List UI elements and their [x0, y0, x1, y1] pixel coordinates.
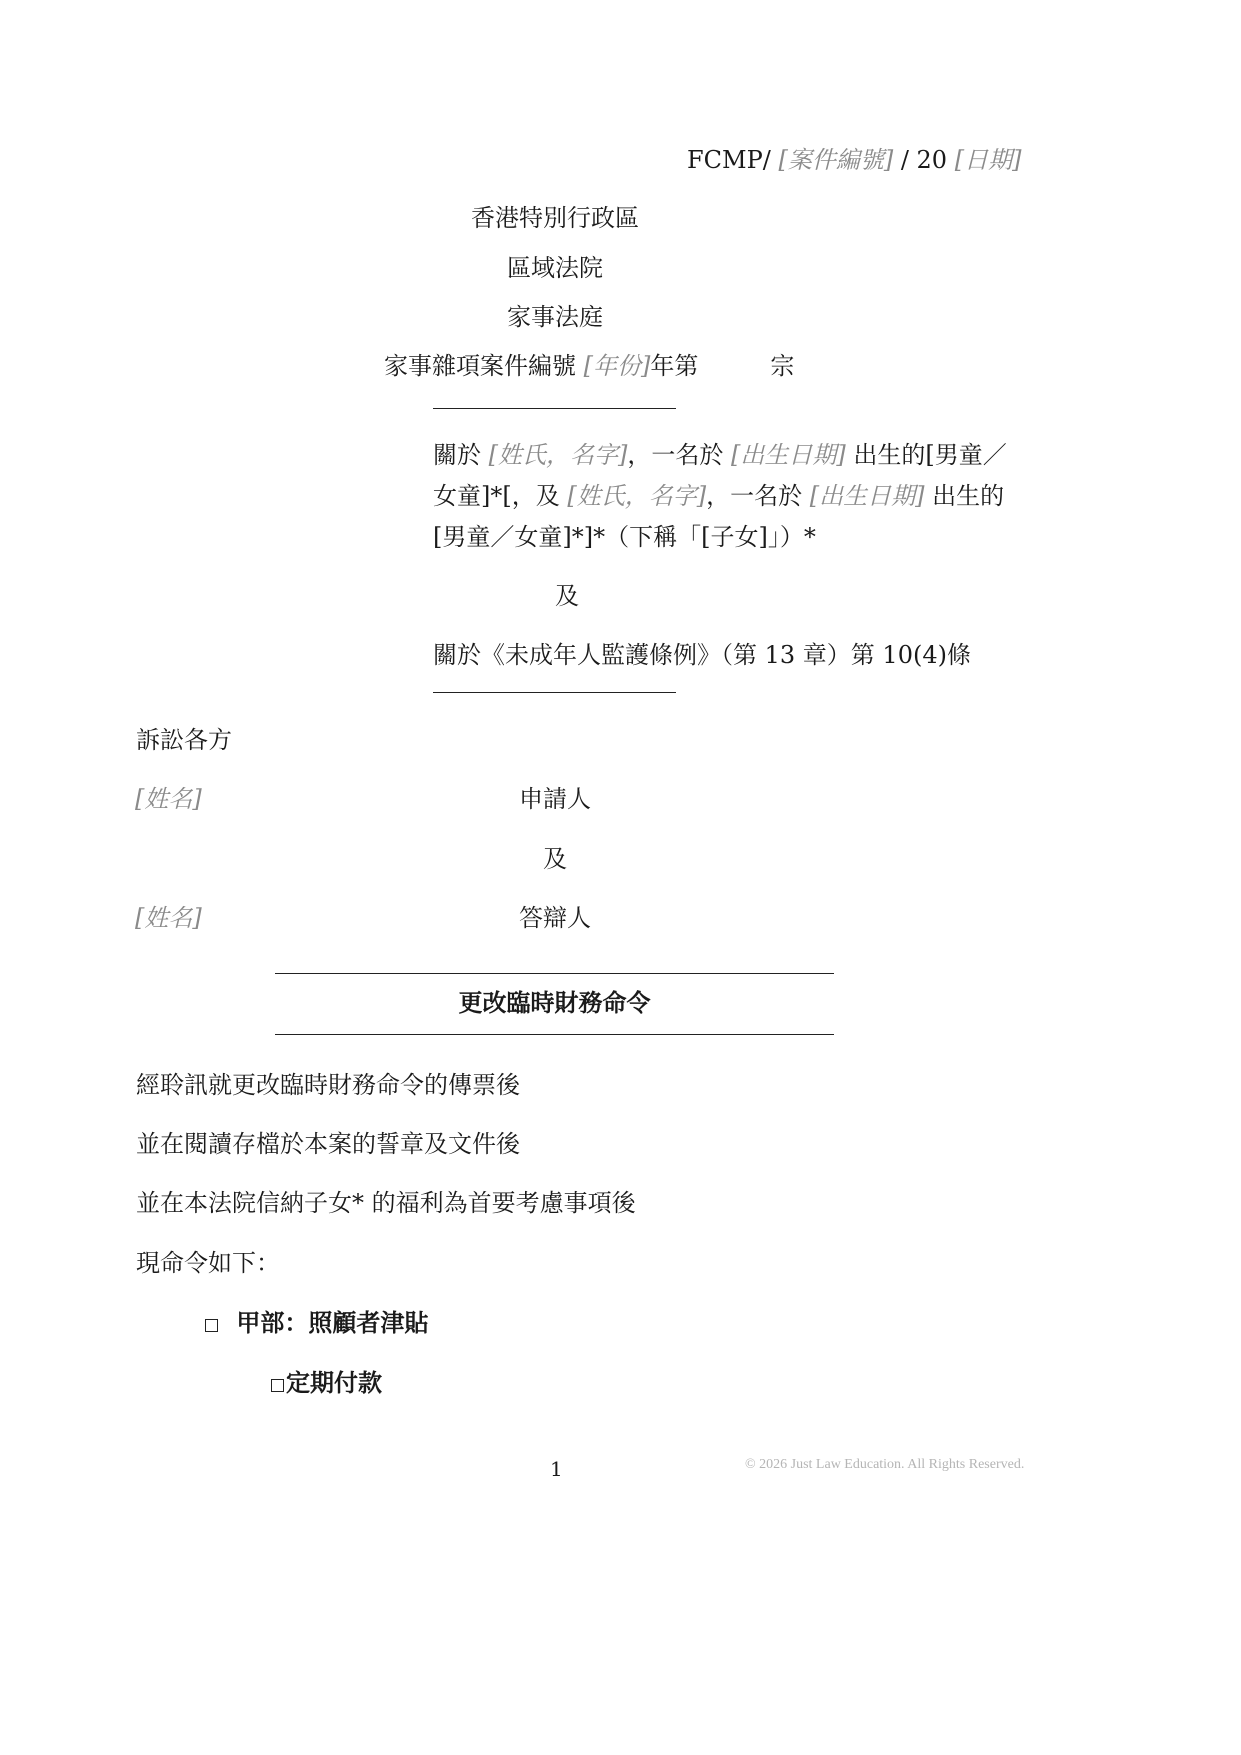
child-name-placeholder: [姓氏，名字]	[488, 441, 628, 469]
birth-date-placeholder: [出生日期]	[809, 482, 925, 510]
matter-text: ，一名於	[706, 482, 810, 510]
divider-top-short	[433, 408, 676, 409]
part-a-row	[205, 1308, 429, 1337]
applicant-name-placeholder: [姓名]	[135, 785, 202, 813]
recital-affidavits: 並在閱讀存檔於本案的誓章及文件後	[136, 1130, 520, 1158]
case-line-suffix: 年第 宗	[650, 352, 795, 380]
periodic-payment-row	[271, 1368, 382, 1397]
recital-hearing: 經聆訊就更改臨時財務命令的傳票後	[136, 1071, 520, 1099]
child-name-placeholder: [姓氏，名字]	[567, 482, 707, 510]
order-intro: 現命令如下：	[136, 1249, 280, 1277]
matter-line-1	[433, 443, 1007, 467]
matter-line-4: 關於《未成年人監護條例》（第 13 章）第 10(4)條	[433, 641, 971, 669]
birth-date-placeholder: [出生日期]	[731, 441, 846, 469]
matter-text: 女童]*[，及	[433, 482, 568, 510]
case-number-line	[384, 354, 794, 378]
date-placeholder: [日期]	[954, 146, 1022, 174]
respondent-name-placeholder: [姓名]	[135, 904, 202, 932]
title-rule-bottom	[275, 1034, 834, 1035]
matter-text: 出生的	[924, 482, 1005, 510]
matter-text: 關於	[433, 441, 489, 469]
parties-and: 及	[543, 845, 567, 873]
title-rule-top	[275, 973, 834, 974]
case-number-placeholder: [案件編號]	[778, 146, 894, 174]
case-ref-prefix: FCMP/	[687, 146, 779, 174]
court-name: 區域法院	[507, 254, 603, 282]
page-number: 1	[550, 1457, 563, 1481]
order-title: 更改臨時財務命令	[458, 988, 651, 1017]
matter-text: 出生的[男童／	[845, 441, 1007, 469]
court-region: 香港特別行政區	[471, 204, 639, 232]
divider-mid-short	[433, 692, 676, 693]
matter-line-2	[433, 484, 1004, 508]
periodic-payment-heading: 定期付款	[286, 1368, 382, 1397]
periodic-payment-checkbox[interactable]	[271, 1379, 284, 1392]
case-ref-separator: / 20	[893, 146, 955, 174]
part-a-heading: 甲部：照顧者津貼	[236, 1308, 429, 1337]
year-placeholder: [年份]	[583, 352, 651, 380]
parties-heading: 訴訟各方	[136, 726, 232, 754]
recital-welfare: 並在本法院信納子女* 的福利為首要考慮事項後	[136, 1189, 636, 1217]
case-reference	[687, 148, 1021, 172]
matter-text: ，一名於	[627, 441, 732, 469]
part-a-checkbox[interactable]	[205, 1319, 218, 1332]
case-line-prefix: 家事雜項案件編號	[384, 352, 584, 380]
applicant-role: 申請人	[519, 785, 591, 813]
respondent-role: 答辯人	[519, 904, 591, 932]
court-division: 家事法庭	[507, 303, 603, 331]
matter-line-3: [男童／女童]*]*（下稱「[子女]」）*	[433, 523, 816, 551]
copyright-notice: © 2026 Just Law Education. All Rights Reserved.	[745, 1457, 1025, 1472]
matter-and: 及	[555, 582, 579, 610]
